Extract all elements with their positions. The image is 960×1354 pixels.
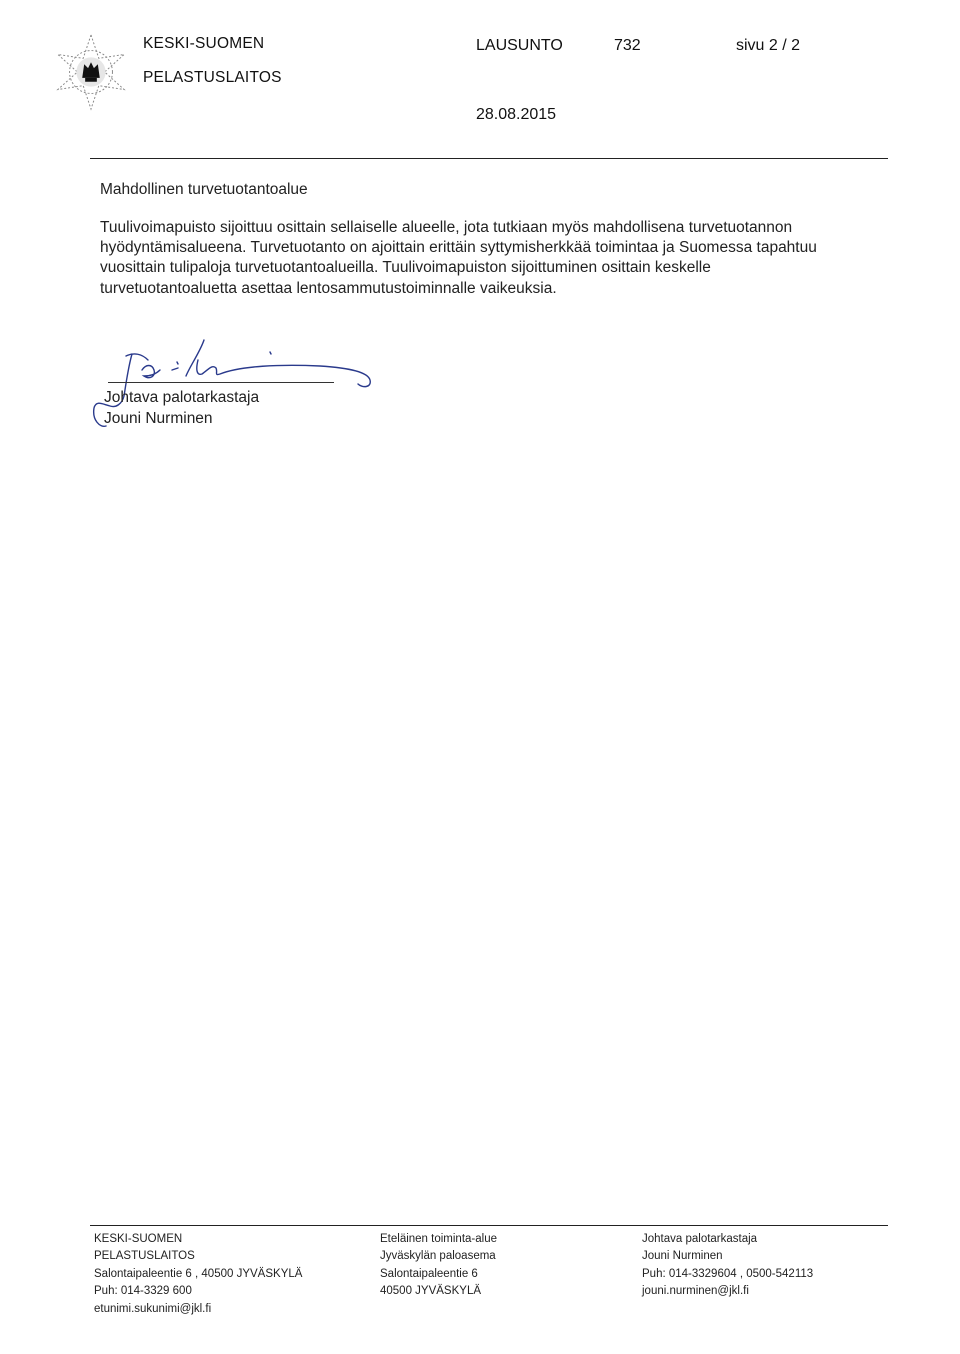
- signer-name: Jouni Nurminen: [104, 410, 213, 427]
- header-divider: [90, 158, 888, 159]
- organization-name-line1: KESKI-SUOMEN: [143, 35, 265, 52]
- footer-divider: [90, 1225, 888, 1226]
- pelastuslaitos-emblem-logo: [52, 32, 130, 112]
- footer-org-phone: Puh: 014-3329 600: [94, 1285, 192, 1298]
- footer-signer-name: Jouni Nurminen: [642, 1250, 723, 1263]
- footer-signer-title: Johtava palotarkastaja: [642, 1233, 758, 1245]
- footer-area-name: Eteläinen toiminta-alue: [380, 1233, 497, 1245]
- page-number: sivu 2 / 2: [736, 37, 801, 54]
- section-paragraph: Tuulivoimapuisto sijoittuu osittain sellaiselle alueelle, jota tutkiaan myös mahdollisena turvetuotannon hyödyntämisalueena. Turvetuotanto on ajoittain erittäin syttymisherkkää toimintaa ja Suomessa tapahtuu vuosittain tulipaloja turvetuotantoalueilla. Tuulivoimapuiston sijoittuminen osittain keskelle turvetuotantoaluetta asettaa lentosammutustoiminnalle vaikeuksia.: [100, 219, 817, 297]
- footer-organization-contact: [94, 1231, 302, 1318]
- footer-station-contact: [380, 1231, 497, 1301]
- document-number: 732: [614, 37, 641, 54]
- footer-station-name: Jyväskylän paloasema: [380, 1250, 496, 1263]
- footer-station-city: 40500 JYVÄSKYLÄ: [380, 1285, 482, 1298]
- footer-signer-email: jouni.nurminen@jkl.fi: [642, 1285, 749, 1298]
- document-type: LAUSUNTO: [476, 37, 563, 54]
- footer-signer-phone: Puh: 014-3329604 , 0500-542113: [642, 1267, 814, 1280]
- footer-signer-contact: [642, 1231, 813, 1301]
- document-date: 28.08.2015: [476, 106, 557, 123]
- footer-org-line1: KESKI-SUOMEN: [94, 1233, 183, 1245]
- footer-org-line2: PELASTUSLAITOS: [94, 1250, 195, 1263]
- footer-org-address: Salontaipaleentie 6 , 40500 JYVÄSKYLÄ: [94, 1267, 303, 1280]
- footer-station-street: Salontaipaleentie 6: [380, 1267, 478, 1280]
- signature-line: [108, 382, 334, 383]
- section-heading: Mahdollinen turvetuotantoalue: [100, 181, 308, 198]
- footer-org-email: etunimi.sukunimi@jkl.fi: [94, 1302, 212, 1315]
- organization-name-line2: PELASTUSLAITOS: [143, 69, 282, 86]
- signer-title: Johtava palotarkastaja: [104, 389, 260, 406]
